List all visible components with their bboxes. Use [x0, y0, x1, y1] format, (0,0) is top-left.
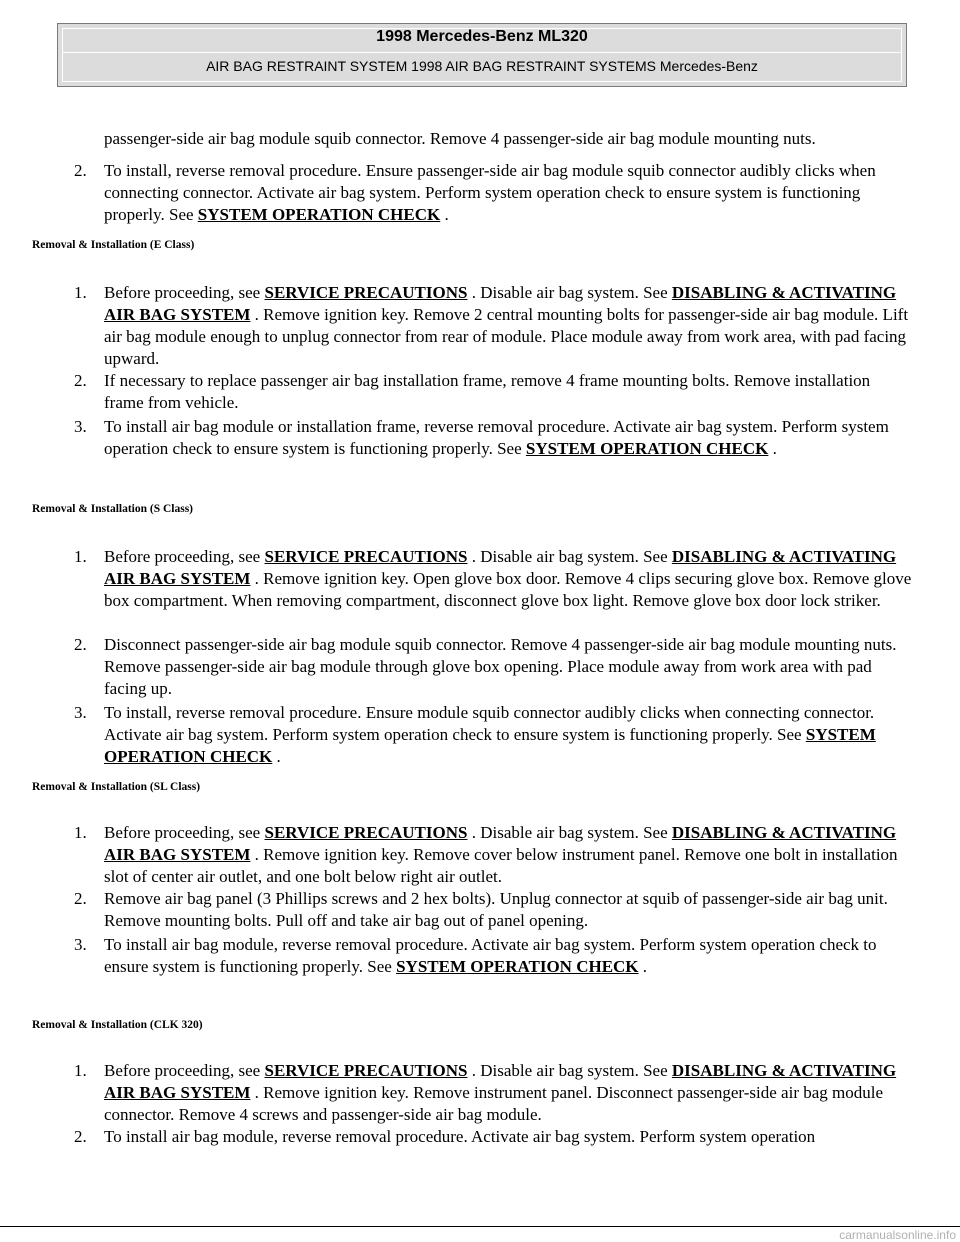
step-text-end: .: [272, 747, 281, 766]
disabling-activating-link[interactable]: DISABLING & ACTIVATING AIR BAG SYSTEM: [104, 1061, 897, 1102]
s-class-step-3: [74, 702, 914, 768]
step-number: 1.: [74, 547, 87, 566]
step-text: . Remove ignition key. Remove instrument panel. Disconnect passenger-side air bag module connector. Remove 4 screws and passenger-side air bag module.: [104, 1083, 884, 1124]
e-class-step-2: [74, 370, 914, 414]
service-precautions-link[interactable]: SERVICE PRECAUTIONS: [264, 823, 468, 842]
step-text: Before proceeding, see: [104, 823, 265, 842]
section-heading-s-class: Removal & Installation (S Class): [32, 503, 194, 515]
step-number: 3.: [74, 703, 87, 722]
step-text: Remove air bag panel (3 Phillips screws and 2 hex bolts). Unplug connector at squib of passenger-side air bag unit. Remove mounting bolts. Pull off and take air bag out of panel opening.: [104, 889, 888, 930]
step-number: 2.: [74, 635, 87, 654]
step-text-end: .: [768, 439, 777, 458]
section-heading-e-class: Removal & Installation (E Class): [32, 239, 195, 251]
step-text: . Disable air bag system. See: [467, 547, 672, 566]
clk-step-1: [74, 1060, 914, 1126]
step-text-end: .: [440, 205, 449, 224]
step-number: 2.: [74, 1127, 87, 1146]
clk-step-2: [74, 1126, 914, 1148]
step-number: 1.: [74, 283, 87, 302]
document-subtitle: AIR BAG RESTRAINT SYSTEM 1998 AIR BAG RESTRAINT SYSTEMS Mercedes-Benz: [206, 58, 758, 74]
disabling-activating-link[interactable]: DISABLING & ACTIVATING AIR BAG SYSTEM: [104, 547, 897, 588]
step-text-end: .: [638, 957, 648, 976]
step-text: . Remove ignition key. Remove cover below instrument panel. Remove one bolt in installation slot of center air outlet, and one bolt below right air outlet.: [104, 845, 898, 886]
e-class-step-3: [74, 416, 914, 460]
page-footer-rule: [0, 1226, 960, 1227]
step-text: . Disable air bag system. See: [467, 823, 672, 842]
e-class-step-1: [74, 282, 914, 370]
step-text: Before proceeding, see: [104, 283, 265, 302]
step-text: . Disable air bag system. See: [467, 283, 672, 302]
header-divider: [62, 52, 902, 53]
step-text: Before proceeding, see: [104, 1061, 265, 1080]
step-number: 3.: [74, 417, 87, 436]
step-number: 2.: [74, 161, 87, 180]
system-operation-check-link[interactable]: SYSTEM OPERATION CHECK: [525, 439, 769, 458]
step-text: To install air bag module or installation frame, reverse removal procedure. Activate air bag system. Perform system operation check to ensure system is functioning properly. See: [104, 417, 889, 458]
section-heading-clk-320: Removal & Installation (CLK 320): [32, 1019, 203, 1031]
service-precautions-link[interactable]: SERVICE PRECAUTIONS: [264, 1061, 468, 1080]
step-text: To install air bag module, reverse removal procedure. Activate air bag system. Perform system operation: [104, 1127, 816, 1146]
step-number: 1.: [74, 823, 87, 842]
step-text: If necessary to replace passenger air bag installation frame, remove 4 frame mounting bolts. Remove installation frame from vehicle.: [104, 371, 871, 412]
system-operation-check-link[interactable]: SYSTEM OPERATION CHECK: [197, 205, 441, 224]
system-operation-check-link[interactable]: SYSTEM OPERATION CHECK: [396, 957, 639, 976]
step-number: 1.: [74, 1061, 87, 1080]
s-class-step-1: [74, 546, 914, 612]
step-text: Before proceeding, see: [104, 547, 265, 566]
service-precautions-link[interactable]: SERVICE PRECAUTIONS: [264, 283, 468, 302]
sl-class-step-3: [74, 934, 914, 978]
step-text: To install, reverse removal procedure. Ensure passenger-side air bag module squib connector audibly clicks when connecting connector. Activate air bag system. Perform system operation check to ensure system is functioning properly. See: [104, 161, 876, 224]
system-operation-check-link[interactable]: SYSTEM OPERATION CHECK: [104, 725, 876, 766]
sl-class-step-1: [74, 822, 914, 888]
s-class-step-2: [74, 634, 914, 700]
step-number: 2.: [74, 889, 87, 908]
page-header: [57, 23, 907, 87]
step-text: To install air bag module, reverse removal procedure. Activate air bag system. Perform system operation check to ensure system is functioning properly. See: [104, 935, 877, 976]
watermark-text: carmanualsonline.info: [839, 1228, 956, 1242]
step-text: . Remove ignition key. Open glove box door. Remove 4 clips securing glove box. Remove glove box compartment. When removing compartment, disconnect glove box light. Remove glove box door lock striker.: [104, 569, 912, 610]
continued-step-text: passenger-side air bag module squib connector. Remove 4 passenger-side air bag module mounting nuts.: [104, 129, 816, 148]
service-precautions-link[interactable]: SERVICE PRECAUTIONS: [264, 547, 468, 566]
step-2-intro: [74, 160, 914, 226]
sl-class-step-2: [74, 888, 914, 932]
disabling-activating-link[interactable]: DISABLING & ACTIVATING AIR BAG SYSTEM: [104, 283, 897, 324]
document-title: 1998 Mercedes-Benz ML320: [376, 28, 588, 45]
section-heading-sl-class: Removal & Installation (SL Class): [32, 781, 201, 793]
step-number: 2.: [74, 371, 87, 390]
step-text: To install, reverse removal procedure. Ensure module squib connector audibly clicks when connecting connector. Activate air bag system. Perform system operation check to ensure system is functioning properly. See: [104, 703, 875, 744]
step-text: . Remove ignition key. Remove 2 central mounting bolts for passenger-side air bag module. Lift air bag module enough to unplug connector from rear of module. Place module away from work area, with pad facing upward.: [104, 305, 909, 368]
step-text: Disconnect passenger-side air bag module squib connector. Remove 4 passenger-side air bag module mounting nuts. Remove passenger-side air bag module through glove box opening. Place module away from work area with pad facing up.: [104, 635, 897, 698]
step-text: . Disable air bag system. See: [467, 1061, 672, 1080]
step-number: 3.: [74, 935, 87, 954]
disabling-activating-link[interactable]: DISABLING & ACTIVATING AIR BAG SYSTEM: [104, 823, 897, 864]
